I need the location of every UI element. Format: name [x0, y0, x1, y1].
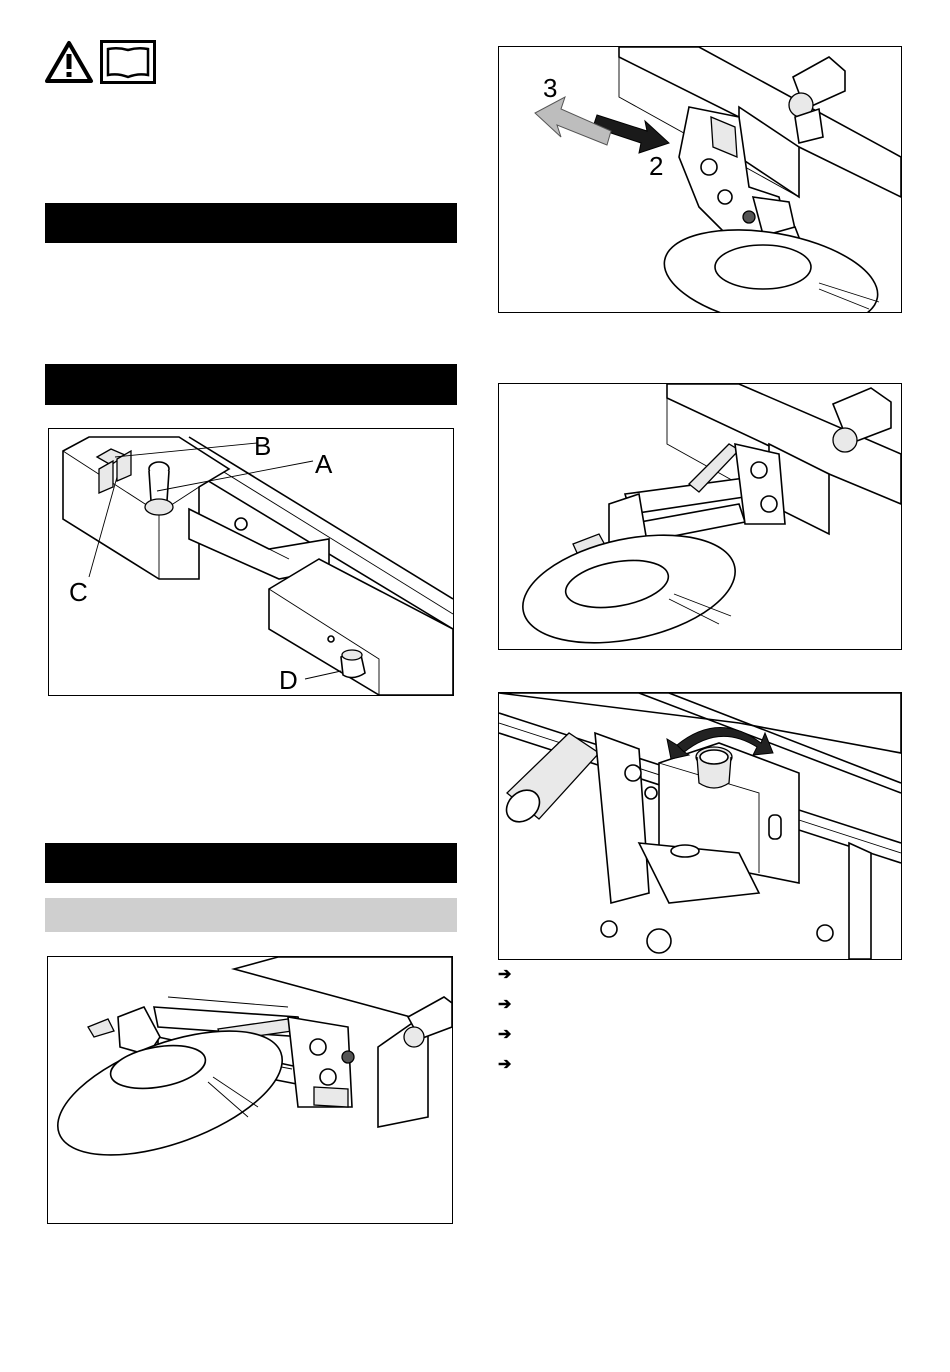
subsection-header-bar	[45, 898, 457, 932]
open-book-icon	[100, 40, 156, 84]
callout-3: 3	[543, 73, 558, 103]
figure-adjust-knob	[498, 692, 902, 960]
header-icons	[44, 38, 156, 84]
section-header-bar-1	[45, 203, 457, 243]
step-arrow-4: ➔	[498, 1056, 512, 1073]
step-arrow-3: ➔	[498, 1026, 512, 1043]
figure-brush-arm-left	[47, 956, 453, 1224]
callout-2: 2	[649, 151, 664, 181]
callout-d: D	[279, 665, 298, 695]
step-arrow-1: ➔	[498, 966, 512, 983]
section-header-bar-2	[45, 364, 457, 405]
figure-brush-arm-swung	[498, 383, 902, 650]
callout-a: A	[315, 449, 333, 479]
warning-triangle-icon	[44, 40, 94, 84]
figure-push-pull	[498, 46, 902, 313]
step-list	[498, 960, 511, 1080]
callout-c: C	[69, 577, 88, 607]
callout-b: B	[254, 431, 272, 461]
figure-control-panel	[48, 428, 454, 696]
step-arrow-2: ➔	[498, 996, 512, 1013]
section-header-bar-3	[45, 843, 457, 883]
